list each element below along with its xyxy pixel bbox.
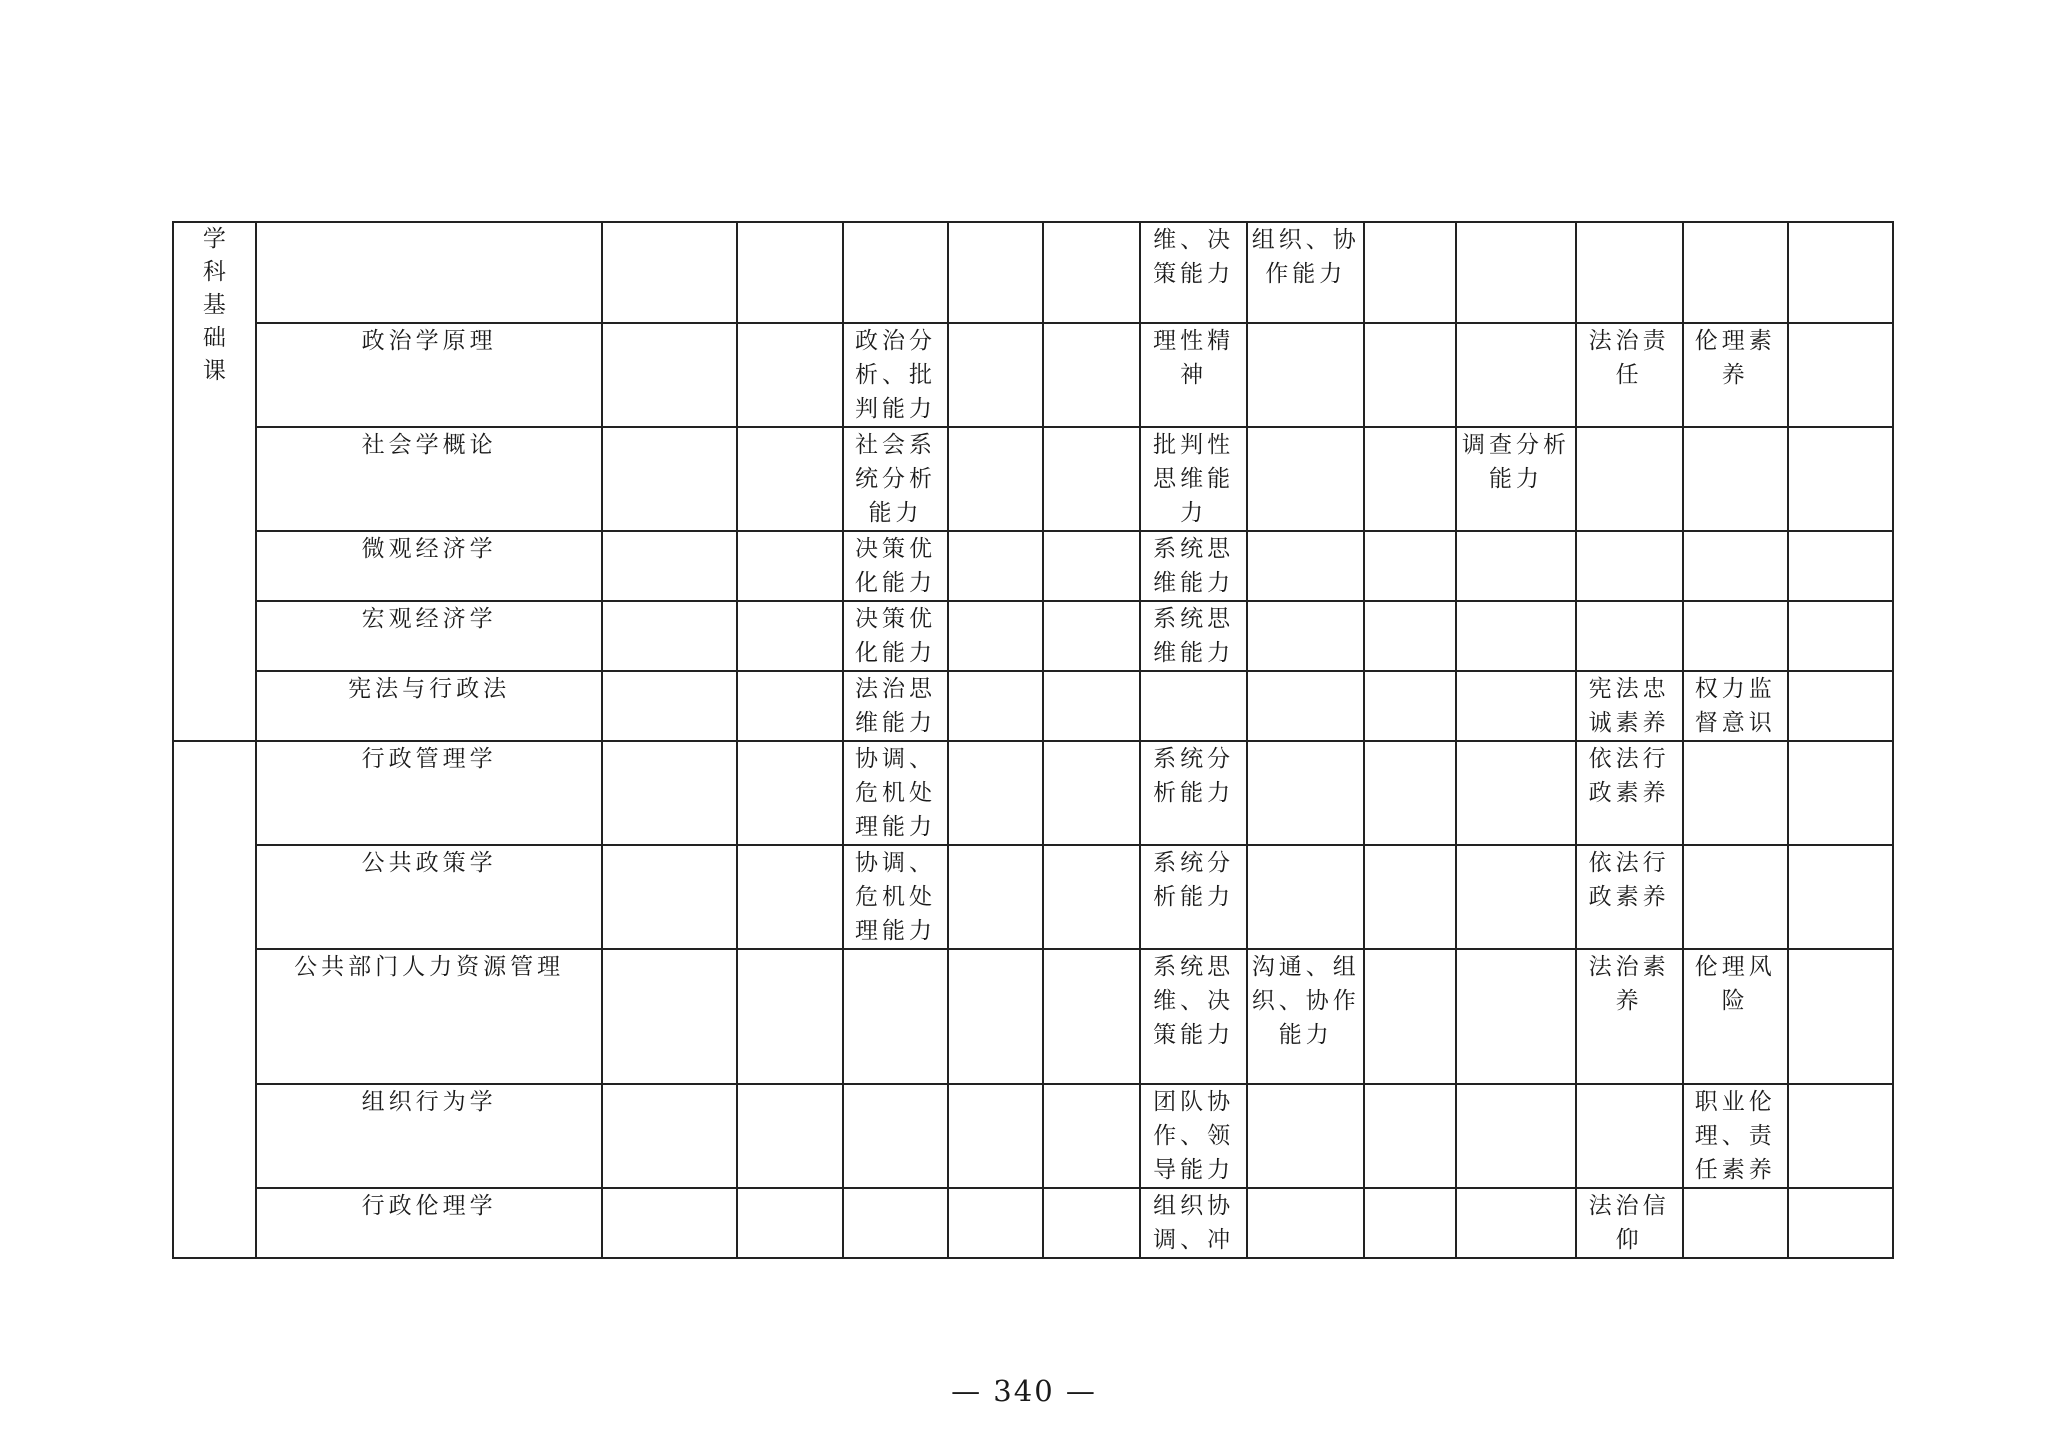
empty-cell bbox=[737, 531, 843, 601]
empty-cell bbox=[737, 601, 843, 671]
collaboration-cell: 组织、协作能力 bbox=[1247, 222, 1364, 323]
research-cell bbox=[1456, 531, 1575, 601]
collaboration-cell bbox=[1247, 741, 1364, 845]
empty-cell bbox=[1043, 1084, 1140, 1188]
rule-of-law-cell: 宪法忠诚素养 bbox=[1576, 671, 1683, 741]
empty-cell bbox=[948, 222, 1043, 323]
collaboration-cell bbox=[1247, 601, 1364, 671]
empty-cell bbox=[1043, 671, 1140, 741]
empty-cell bbox=[1364, 1084, 1456, 1188]
table-row bbox=[173, 601, 1893, 671]
research-cell bbox=[1456, 949, 1575, 1084]
empty-cell bbox=[1788, 222, 1893, 323]
table-row bbox=[173, 949, 1893, 1084]
course-name bbox=[256, 222, 603, 323]
ethics-cell bbox=[1683, 1188, 1788, 1258]
empty-cell bbox=[1788, 1188, 1893, 1258]
empty-cell bbox=[737, 1188, 843, 1258]
thinking-cell: 系统分析能力 bbox=[1140, 845, 1247, 949]
empty-cell bbox=[1364, 323, 1456, 427]
thinking-cell: 批判性思维能力 bbox=[1140, 427, 1247, 531]
empty-cell bbox=[1788, 531, 1893, 601]
table-row bbox=[173, 531, 1893, 601]
course-name: 微观经济学 bbox=[256, 531, 603, 601]
empty-cell bbox=[602, 671, 736, 741]
empty-cell bbox=[948, 601, 1043, 671]
rule-of-law-cell: 法治信仰 bbox=[1576, 1188, 1683, 1258]
rule-of-law-cell bbox=[1576, 427, 1683, 531]
empty-cell bbox=[737, 741, 843, 845]
course-name: 行政伦理学 bbox=[256, 1188, 603, 1258]
ability-cell bbox=[843, 222, 948, 323]
empty-cell bbox=[737, 949, 843, 1084]
thinking-cell: 系统分析能力 bbox=[1140, 741, 1247, 845]
empty-cell bbox=[1043, 949, 1140, 1084]
empty-cell bbox=[1788, 949, 1893, 1084]
empty-cell bbox=[1788, 741, 1893, 845]
empty-cell bbox=[737, 427, 843, 531]
rule-of-law-cell: 法治素养 bbox=[1576, 949, 1683, 1084]
empty-cell bbox=[737, 323, 843, 427]
empty-cell bbox=[948, 949, 1043, 1084]
empty-cell bbox=[948, 671, 1043, 741]
category-cell bbox=[173, 222, 256, 741]
thinking-cell: 系统思维、决策能力 bbox=[1140, 949, 1247, 1084]
ability-cell bbox=[843, 1188, 948, 1258]
ethics-cell: 伦理素养 bbox=[1683, 323, 1788, 427]
empty-cell bbox=[602, 949, 736, 1084]
collaboration-cell bbox=[1247, 1188, 1364, 1258]
collaboration-cell bbox=[1247, 1084, 1364, 1188]
empty-cell bbox=[602, 1188, 736, 1258]
course-name: 政治学原理 bbox=[256, 323, 603, 427]
empty-cell bbox=[1043, 222, 1140, 323]
rule-of-law-cell bbox=[1576, 601, 1683, 671]
collaboration-cell bbox=[1247, 671, 1364, 741]
collaboration-cell: 沟通、组织、协作能力 bbox=[1247, 949, 1364, 1084]
empty-cell bbox=[948, 845, 1043, 949]
empty-cell bbox=[1364, 531, 1456, 601]
empty-cell bbox=[1364, 949, 1456, 1084]
empty-cell bbox=[1788, 1084, 1893, 1188]
rule-of-law-cell bbox=[1576, 531, 1683, 601]
collaboration-cell bbox=[1247, 531, 1364, 601]
course-name: 公共部门人力资源管理 bbox=[256, 949, 603, 1084]
competency-table bbox=[172, 221, 1894, 1259]
empty-cell bbox=[1043, 1188, 1140, 1258]
empty-cell bbox=[602, 1084, 736, 1188]
ability-cell: 协调、危机处理能力 bbox=[843, 741, 948, 845]
empty-cell bbox=[1043, 845, 1140, 949]
research-cell: 调查分析能力 bbox=[1456, 427, 1575, 531]
thinking-cell: 系统思维能力 bbox=[1140, 531, 1247, 601]
course-name: 宏观经济学 bbox=[256, 601, 603, 671]
empty-cell bbox=[737, 671, 843, 741]
research-cell bbox=[1456, 601, 1575, 671]
table-row bbox=[173, 845, 1893, 949]
ethics-cell: 权力监督意识 bbox=[1683, 671, 1788, 741]
thinking-cell: 组织协调、冲 bbox=[1140, 1188, 1247, 1258]
empty-cell bbox=[602, 845, 736, 949]
thinking-cell: 维、决策能力 bbox=[1140, 222, 1247, 323]
empty-cell bbox=[948, 741, 1043, 845]
collaboration-cell bbox=[1247, 845, 1364, 949]
empty-cell bbox=[1364, 1188, 1456, 1258]
course-name: 公共政策学 bbox=[256, 845, 603, 949]
empty-cell bbox=[602, 427, 736, 531]
ethics-cell: 职业伦理、责任素养 bbox=[1683, 1084, 1788, 1188]
empty-cell bbox=[737, 1084, 843, 1188]
empty-cell bbox=[1043, 601, 1140, 671]
table-row bbox=[173, 671, 1893, 741]
thinking-cell: 理性精神 bbox=[1140, 323, 1247, 427]
ability-cell: 决策优化能力 bbox=[843, 601, 948, 671]
ability-cell: 政治分析、批判能力 bbox=[843, 323, 948, 427]
rule-of-law-cell: 依法行政素养 bbox=[1576, 845, 1683, 949]
ethics-cell bbox=[1683, 601, 1788, 671]
empty-cell bbox=[1364, 601, 1456, 671]
empty-cell bbox=[948, 1084, 1043, 1188]
research-cell bbox=[1456, 1188, 1575, 1258]
course-name: 社会学概论 bbox=[256, 427, 603, 531]
empty-cell bbox=[1364, 741, 1456, 845]
ethics-cell bbox=[1683, 222, 1788, 323]
collaboration-cell bbox=[1247, 323, 1364, 427]
thinking-cell bbox=[1140, 671, 1247, 741]
ethics-cell bbox=[1683, 741, 1788, 845]
table-row bbox=[173, 1188, 1893, 1258]
research-cell bbox=[1456, 741, 1575, 845]
ability-cell bbox=[843, 1084, 948, 1188]
empty-cell bbox=[1364, 671, 1456, 741]
empty-cell bbox=[948, 1188, 1043, 1258]
empty-cell bbox=[602, 222, 736, 323]
empty-cell bbox=[737, 222, 843, 323]
empty-cell bbox=[948, 323, 1043, 427]
empty-cell bbox=[1364, 222, 1456, 323]
table-row bbox=[173, 741, 1893, 845]
empty-cell bbox=[602, 601, 736, 671]
empty-cell bbox=[602, 531, 736, 601]
empty-cell bbox=[1788, 323, 1893, 427]
empty-cell bbox=[1043, 531, 1140, 601]
research-cell bbox=[1456, 671, 1575, 741]
research-cell bbox=[1456, 845, 1575, 949]
empty-cell bbox=[602, 323, 736, 427]
research-cell bbox=[1456, 323, 1575, 427]
empty-cell bbox=[1043, 323, 1140, 427]
table-row bbox=[173, 323, 1893, 427]
empty-cell bbox=[1043, 427, 1140, 531]
ethics-cell bbox=[1683, 427, 1788, 531]
rule-of-law-cell bbox=[1576, 1084, 1683, 1188]
category-label: 学科基础课 bbox=[202, 226, 226, 384]
empty-cell bbox=[737, 845, 843, 949]
course-name: 行政管理学 bbox=[256, 741, 603, 845]
empty-cell bbox=[1788, 671, 1893, 741]
table-body bbox=[173, 222, 1893, 1258]
empty-cell bbox=[1364, 845, 1456, 949]
table-row bbox=[173, 222, 1893, 323]
category-cell-empty bbox=[173, 741, 256, 1258]
course-name: 宪法与行政法 bbox=[256, 671, 603, 741]
empty-cell bbox=[1788, 845, 1893, 949]
ethics-cell: 伦理风险 bbox=[1683, 949, 1788, 1084]
thinking-cell: 团队协作、领导能力 bbox=[1140, 1084, 1247, 1188]
collaboration-cell bbox=[1247, 427, 1364, 531]
research-cell bbox=[1456, 222, 1575, 323]
empty-cell bbox=[948, 531, 1043, 601]
table-row bbox=[173, 427, 1893, 531]
empty-cell bbox=[1364, 427, 1456, 531]
ability-cell: 协调、危机处理能力 bbox=[843, 845, 948, 949]
ability-cell: 法治思维能力 bbox=[843, 671, 948, 741]
empty-cell bbox=[1043, 741, 1140, 845]
table-row bbox=[173, 1084, 1893, 1188]
rule-of-law-cell bbox=[1576, 222, 1683, 323]
empty-cell bbox=[1788, 427, 1893, 531]
empty-cell bbox=[948, 427, 1043, 531]
page-number: — 340 — bbox=[951, 1374, 1097, 1408]
ability-cell bbox=[843, 949, 948, 1084]
ability-cell: 决策优化能力 bbox=[843, 531, 948, 601]
empty-cell bbox=[602, 741, 736, 845]
research-cell bbox=[1456, 1084, 1575, 1188]
ability-cell: 社会系统分析能力 bbox=[843, 427, 948, 531]
rule-of-law-cell: 法治责任 bbox=[1576, 323, 1683, 427]
ethics-cell bbox=[1683, 531, 1788, 601]
empty-cell bbox=[1788, 601, 1893, 671]
course-name: 组织行为学 bbox=[256, 1084, 603, 1188]
ethics-cell bbox=[1683, 845, 1788, 949]
rule-of-law-cell: 依法行政素养 bbox=[1576, 741, 1683, 845]
thinking-cell: 系统思维能力 bbox=[1140, 601, 1247, 671]
